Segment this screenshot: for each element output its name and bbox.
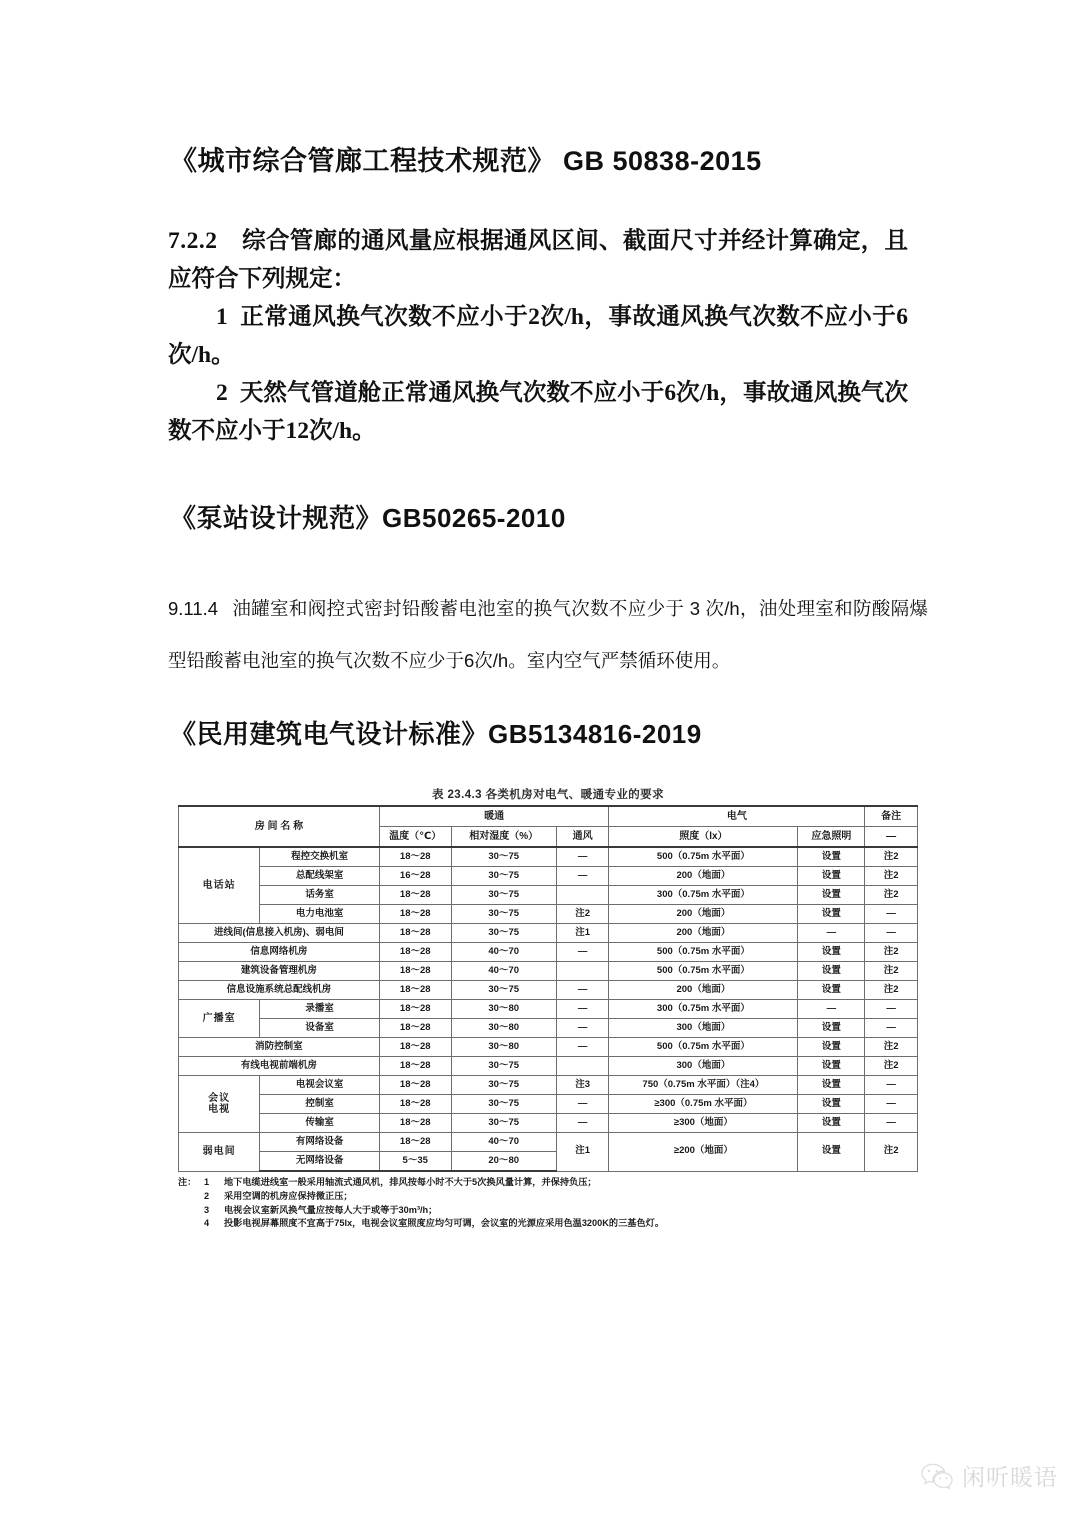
cell-emergency-lighting: 设置: [798, 867, 865, 886]
th-remark-group: 备注: [865, 806, 918, 827]
cell-temperature: 18～28: [379, 1076, 451, 1095]
table-note-row: [178, 1217, 918, 1231]
cell-temperature: 18～28: [379, 924, 451, 943]
cell-room-name: 消防控制室: [179, 1038, 380, 1057]
cell-illuminance: ≥300（地面）: [609, 1114, 798, 1133]
clause-item-text-2: 天然气管道舱正常通风换气次数不应小于6次/h，事故通风换气次数不应小于12次/h。: [168, 380, 908, 444]
table-row: [179, 1038, 918, 1057]
clause-item-number-1: 1: [216, 304, 228, 330]
table-note-text-3: 电视会议室新风换气量应按每人大于或等于30m³/h；: [224, 1204, 438, 1215]
th-temperature: 温度（℃）: [379, 827, 451, 848]
notes-spacer: [178, 1204, 204, 1218]
cell-illuminance: 200（地面）: [609, 981, 798, 1000]
cell-remark: 注2: [865, 981, 918, 1000]
th-illuminance: 照度（lx）: [609, 827, 798, 848]
cell-room-name: 程控交换机室: [260, 847, 380, 867]
cell-room-name: 进线间(信息接入机房)、弱电间: [179, 924, 380, 943]
clause-item-number-2: 2: [216, 380, 228, 406]
cell-illuminance: 300（地面）: [609, 1057, 798, 1076]
cell-remark: 注2: [865, 1133, 918, 1172]
table-note-number-3: 3: [204, 1204, 210, 1215]
clause-lead-paragraph: [168, 222, 908, 298]
cell-emergency-lighting: 设置: [798, 962, 865, 981]
cell-illuminance: 200（地面）: [609, 905, 798, 924]
table-row: [179, 1114, 918, 1133]
wechat-icon: [920, 1462, 954, 1490]
table-row: [179, 905, 918, 924]
clause-lead-text: 综合管廊的通风量应根据通风区间、截面尺寸并经计算确定，且应符合下列规定：: [168, 228, 909, 292]
cell-emergency-lighting: 设置: [798, 847, 865, 867]
cell-remark: —: [865, 905, 918, 924]
table-note-row: [178, 1190, 918, 1204]
cell-remark: 注2: [865, 962, 918, 981]
cell-room-name: 有线电视前端机房: [179, 1057, 380, 1076]
table-row: [179, 1133, 918, 1152]
clause-block-9114: [168, 583, 928, 687]
cell-illuminance: 500（0.75m 水平面）: [609, 847, 798, 867]
section-heading-1: 《城市综合管廊工程技术规范》 GB 50838-2015: [170, 146, 762, 176]
table-title: 表 23.4.3 各类机房对电气、暖通专业的要求: [432, 789, 664, 801]
cell-ventilation: —: [556, 1095, 609, 1114]
cell-ventilation: 注1: [556, 1133, 609, 1172]
watermark: [920, 1459, 1058, 1492]
cell-humidity: 30～80: [451, 1000, 556, 1019]
cell-emergency-lighting: 设置: [798, 981, 865, 1000]
notes-label: 注：: [178, 1177, 197, 1187]
cell-humidity: 30～75: [451, 847, 556, 867]
cell-remark: 注2: [865, 886, 918, 905]
cell-humidity: 30～75: [451, 1095, 556, 1114]
cell-remark: —: [865, 1076, 918, 1095]
cell-remark: 注2: [865, 1057, 918, 1076]
cell-emergency-lighting: 设置: [798, 1133, 865, 1172]
cell-room-name: 信息网络机房: [179, 943, 380, 962]
table-row: [179, 1095, 918, 1114]
cell-temperature: 18～28: [379, 1000, 451, 1019]
cell-ventilation: 注1: [556, 924, 609, 943]
table-head: [179, 806, 918, 847]
cell-humidity: 30～75: [451, 1114, 556, 1133]
cell-remark: 注2: [865, 1038, 918, 1057]
cell-humidity: 30～80: [451, 1019, 556, 1038]
cell-emergency-lighting: 设置: [798, 886, 865, 905]
cell-temperature: 18～28: [379, 905, 451, 924]
cell-emergency-lighting: —: [798, 1000, 865, 1019]
th-hvac-group: 暖通: [379, 806, 609, 827]
th-emergency-lighting: 应急照明: [798, 827, 865, 848]
cell-ventilation: —: [556, 1114, 609, 1133]
cell-temperature: 18～28: [379, 1133, 451, 1152]
notes-spacer: [178, 1190, 204, 1204]
cell-illuminance: 500（0.75m 水平面）: [609, 1038, 798, 1057]
cell-humidity: 30～75: [451, 886, 556, 905]
table-row: [179, 943, 918, 962]
cell-illuminance: 750（0.75m 水平面）（注4）: [609, 1076, 798, 1095]
table-notes: [178, 1176, 918, 1231]
cell-humidity: 30～75: [451, 867, 556, 886]
cell-temperature: 18～28: [379, 962, 451, 981]
cell-emergency-lighting: 设置: [798, 905, 865, 924]
cell-ventilation: —: [556, 1019, 609, 1038]
cell-temperature: 18～28: [379, 1095, 451, 1114]
cell-ventilation: —: [556, 867, 609, 886]
requirements-table: [178, 805, 918, 1172]
cell-room-group: 弱电间: [179, 1133, 260, 1172]
table-note-text-2: 采用空调的机房应保持微正压；: [224, 1190, 353, 1201]
notes-spacer: [178, 1217, 204, 1231]
cell-room-name: 电力电池室: [260, 905, 380, 924]
table-note-row: [178, 1204, 918, 1218]
cell-humidity: 30～75: [451, 924, 556, 943]
cell-ventilation: —: [556, 943, 609, 962]
cell-ventilation: —: [556, 981, 609, 1000]
th-elec-group: 电气: [609, 806, 865, 827]
cell-temperature: 18～28: [379, 847, 451, 867]
cell-temperature: 18～28: [379, 1019, 451, 1038]
cell-remark: —: [865, 924, 918, 943]
cell-illuminance: 500（0.75m 水平面）: [609, 943, 798, 962]
cell-temperature: 18～28: [379, 943, 451, 962]
table-row: [179, 1000, 918, 1019]
cell-emergency-lighting: 设置: [798, 943, 865, 962]
cell-ventilation: [556, 962, 609, 981]
cell-room-group: 电话站: [179, 847, 260, 924]
cell-room-name: 电视会议室: [260, 1076, 380, 1095]
cell-illuminance: ≥200（地面）: [609, 1133, 798, 1172]
cell-illuminance: ≥300（0.75m 水平面）: [609, 1095, 798, 1114]
cell-room-name: 控制室: [260, 1095, 380, 1114]
cell-illuminance: 300（0.75m 水平面）: [609, 1000, 798, 1019]
cell-room-name: 有网络设备: [260, 1133, 380, 1152]
cell-illuminance: 200（地面）: [609, 867, 798, 886]
clause-item-text-1: 正常通风换气次数不应小于2次/h，事故通风换气次数不应小于6次/h。: [168, 304, 908, 368]
cell-temperature: 18～28: [379, 886, 451, 905]
cell-room-group: 会议 电视: [179, 1076, 260, 1133]
cell-remark: —: [865, 1019, 918, 1038]
cell-humidity: 40～70: [451, 943, 556, 962]
cell-ventilation: —: [556, 1000, 609, 1019]
cell-remark: —: [865, 1000, 918, 1019]
cell-room-name: 信息设施系统总配线机房: [179, 981, 380, 1000]
table-note-number-4: 4: [204, 1218, 210, 1229]
cell-emergency-lighting: 设置: [798, 1057, 865, 1076]
cell-room-name: 总配线架室: [260, 867, 380, 886]
cell-room-group: 广播室: [179, 1000, 260, 1038]
cell-room-name: 设备室: [260, 1019, 380, 1038]
table-note-number-2: 2: [204, 1190, 210, 1201]
table-row: [179, 886, 918, 905]
cell-ventilation: [556, 886, 609, 905]
cell-emergency-lighting: 设置: [798, 1076, 865, 1095]
cell-ventilation: [556, 1057, 609, 1076]
cell-temperature: 18～28: [379, 1114, 451, 1133]
table-note-number-1: 1: [204, 1177, 210, 1187]
cell-emergency-lighting: 设置: [798, 1038, 865, 1057]
cell-remark: 注2: [865, 847, 918, 867]
cell-illuminance: 200（地面）: [609, 924, 798, 943]
cell-temperature: 18～28: [379, 1057, 451, 1076]
th-ventilation: 通风: [556, 827, 609, 848]
cell-ventilation: —: [556, 847, 609, 867]
cell-room-name: 话务室: [260, 886, 380, 905]
table-row: [179, 962, 918, 981]
cell-emergency-lighting: 设置: [798, 1019, 865, 1038]
cell-humidity: 30～75: [451, 1076, 556, 1095]
cell-illuminance: 300（地面）: [609, 1019, 798, 1038]
table-row: [179, 924, 918, 943]
cell-humidity: 20～80: [451, 1152, 556, 1172]
table-row: [179, 1019, 918, 1038]
cell-emergency-lighting: 设置: [798, 1095, 865, 1114]
cell-room-name: 无网络设备: [260, 1152, 380, 1172]
th-humidity: 相对湿度（%）: [451, 827, 556, 848]
cell-remark: —: [865, 1114, 918, 1133]
cell-humidity: 40～70: [451, 962, 556, 981]
cell-remark: —: [865, 1095, 918, 1114]
table-row: [179, 1076, 918, 1095]
clause-block-722: [168, 222, 908, 450]
th-remark-dash: —: [865, 827, 918, 848]
cell-humidity: 40～70: [451, 1133, 556, 1152]
cell-humidity: 30～75: [451, 981, 556, 1000]
table-row: [179, 867, 918, 886]
table-row: [179, 847, 918, 867]
watermark-text: 闲听暖语: [962, 1464, 1058, 1490]
clause-paragraph-9114: [168, 583, 928, 687]
cell-remark: 注2: [865, 867, 918, 886]
cell-room-name: 建筑设备管理机房: [179, 962, 380, 981]
table-row: [179, 981, 918, 1000]
clause-item-2: [168, 374, 908, 450]
cell-illuminance: 300（0.75m 水平面）: [609, 886, 798, 905]
cell-temperature: 16～28: [379, 867, 451, 886]
th-room-name: 房 间 名 称: [179, 806, 380, 847]
section-heading-2: 《泵站设计规范》GB50265-2010: [170, 503, 566, 533]
cell-temperature: 18～28: [379, 981, 451, 1000]
cell-temperature: 5～35: [379, 1152, 451, 1172]
cell-humidity: 30～80: [451, 1038, 556, 1057]
table-note-text-1: 地下电缆进线室一般采用轴流式通风机，排风按每小时不大于5次换风量计算，并保持负压；: [224, 1177, 597, 1187]
table-row: [179, 1057, 918, 1076]
cell-remark: 注2: [865, 943, 918, 962]
cell-ventilation: —: [556, 1038, 609, 1057]
cell-room-name: 传输室: [260, 1114, 380, 1133]
cell-humidity: 30～75: [451, 1057, 556, 1076]
clause-item-1: [168, 298, 908, 374]
cell-ventilation: 注2: [556, 905, 609, 924]
table-note-text-4: 投影电视屏幕照度不宜高于75lx，电视会议室照度应均匀可调，会议室的光源应采用色温3200K的三基色灯。: [224, 1218, 665, 1229]
cell-emergency-lighting: —: [798, 924, 865, 943]
cell-temperature: 18～28: [379, 1038, 451, 1057]
cell-illuminance: 500（0.75m 水平面）: [609, 962, 798, 981]
table-note-row: [178, 1176, 918, 1190]
cell-humidity: 30～75: [451, 905, 556, 924]
table-body: [179, 847, 918, 1171]
section-heading-3: 《民用建筑电气设计标准》GB5134816-2019: [170, 719, 702, 749]
spec-table-scan: [178, 786, 918, 1231]
cell-emergency-lighting: 设置: [798, 1114, 865, 1133]
clause-number: 7.2.2: [168, 228, 218, 254]
cell-room-name: 录播室: [260, 1000, 380, 1019]
clause-text-9114: 油罐室和阀控式密封铅酸蓄电池室的换气次数不应少于 3 次/h，油处理室和防酸隔爆型铅酸蓄电池室的换气次数不应少于6次/h。室内空气严禁循环使用。: [168, 598, 928, 671]
cell-ventilation: 注3: [556, 1076, 609, 1095]
clause-number-9114: 9.11.4: [168, 598, 219, 619]
